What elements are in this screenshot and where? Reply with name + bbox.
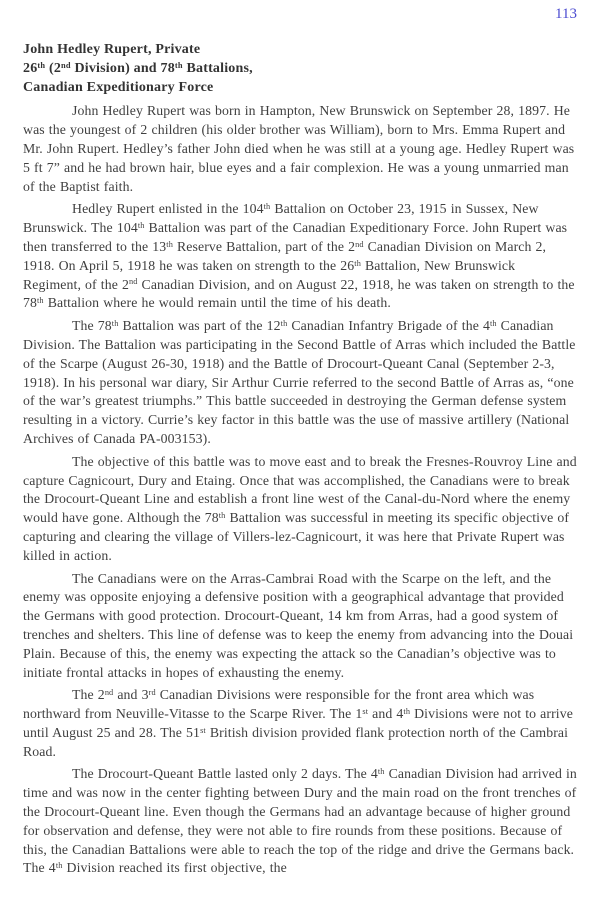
title-line: John Hedley Rupert, Private: [23, 42, 201, 57]
paragraph: The 78th Battalion was part of the 12th Canadian Infantry Brigade of the 4th Canadian Division. The Battalion was participating in the Second Battle of Arras which included the Battle of the Scarpe (August 26-30, 1918) and the Battle of Drocourt-Queant Canal (September 2-3, 1918). In his personal war diary, Sir Arthur Currie referred to the second Battle of Arras as, “one of the war’s greatest triumphs.” This battle succeeded in destroying the German defense system resulting in a victory. Currie’s key factor in this battle was the use of massive artillery (National Archives of Canada PA-003153).: [23, 318, 576, 446]
page-number: 113: [555, 6, 577, 22]
paragraph: The Drocourt-Queant Battle lasted only 2 days. The 4th Canadian Division had arrived in time and was now in the center fighting between Dury and the main road on the front trenches of the Drocourt-Queant line. Even though the Germans had an advantage because of higher ground for observation and defense, they were not able to fire rounds from these positions. Because of this, the Canadian Battalions were able to reach the top of the ridge and drive the Germans back. The 4th Division reached its first objective, the: [23, 766, 577, 876]
title-line: 26th (2nd Division) and 78th Battalions,: [23, 60, 253, 76]
document-title: [23, 41, 577, 97]
paragraph: The Canadians were on the Arras-Cambrai Road with the Scarpe on the left, and the enemy was opposite enjoying a defensive position with a geographical advantage that provided the Germans with good protection. Drocourt-Queant, 14 km from Arras, had a good system of trenches and shelters. This line of defense was to keep the enemy from advancing into the Douai Plain. Because of this, the enemy was expecting the attack so the Canadian’s objective was to initiate frontal attacks in hopes of exhausting the enemy.: [23, 570, 574, 680]
paragraph: John Hedley Rupert was born in Hampton, New Brunswick on September 28, 1897. He was the youngest of 2 children (his older brother was William), born to Mrs. Emma Rupert and Mr. John Rupert. Hedley’s father John died when he was still at a young age. Hedley Rupert was 5 ft 7” and he had brown hair, blue eyes and a fair complexion. He was a young unmarried man of the Baptist faith.: [23, 103, 575, 194]
title-line: Canadian Expeditionary Force: [23, 79, 214, 95]
paragraph: Hedley Rupert enlisted in the 104th Battalion on October 23, 1915 in Sussex, New Brunswick. The 104th Battalion was part of the Canadian Expeditionary Force. John Rupert was then transferred to the 13th Reserve Battalion, part of the 2nd Canadian Division on March 2, 1918. On April 5, 1918 he was taken on strength to the 26th Battalion, New Brunswick Regiment, of the 2nd Canadian Division, and on August 22, 1918, he was taken on strength to the 78th Battalion where he would remain until the time of his death.: [23, 201, 575, 311]
document-body: [23, 102, 577, 878]
paragraph: The 2nd and 3rd Canadian Divisions were responsible for the front area which was northward from Neuville-Vitasse to the Scarpe River. The 1st and 4th Divisions were not to arrive until August 25 and 28. The 51st British division provided flank protection north of the Cambrai Road.: [23, 687, 573, 759]
paragraph: The objective of this battle was to move east and to break the Fresnes-Rouvroy Line and capture Cagnicourt, Dury and Etaing. Once that was accomplished, the Canadians were to break the Drocourt-Queant Line and establish a front line west of the Canal-du-Nord where the enemy would have gone. Although the 78th Battalion was successful in meeting its specific objective of capturing and clearing the village of Villers-lez-Cagnicourt, it was here that Private Rupert was killed in action.: [23, 453, 577, 563]
